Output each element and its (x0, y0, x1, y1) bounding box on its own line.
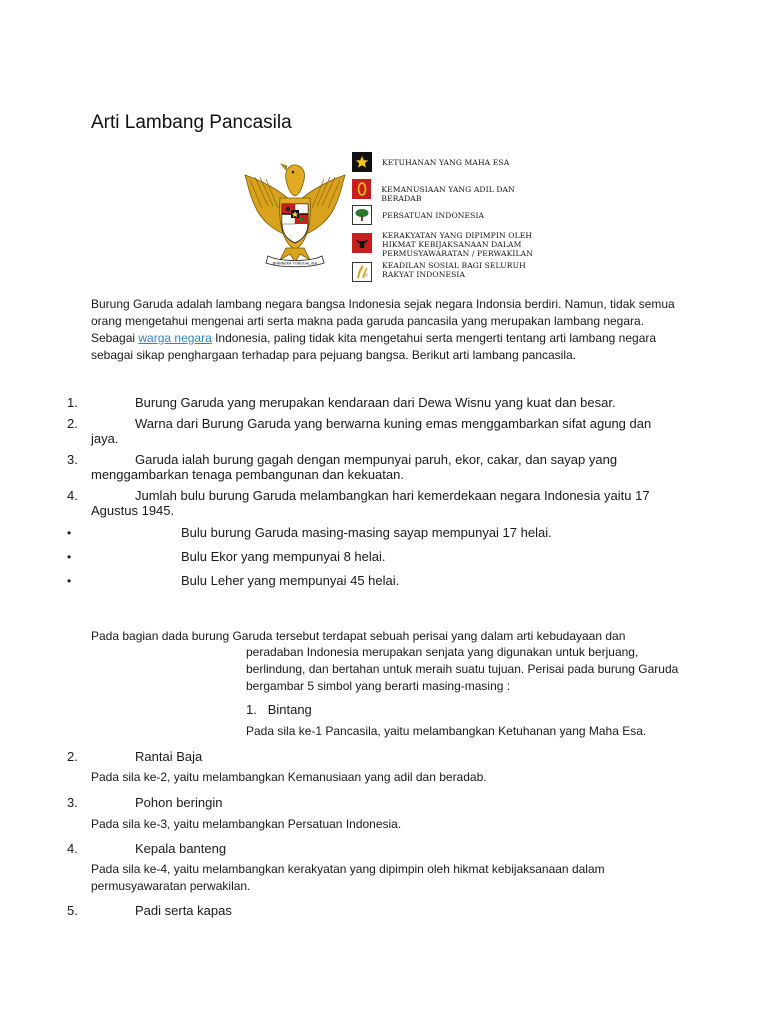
shield-paragraph-line1: Pada bagian dada burung Garuda tersebut terdapat sebuah perisai yang dalam arti kebudayaan dan (91, 629, 626, 643)
bull-head-icon (352, 233, 372, 253)
legend-item-3: PERSATUAN INDONESIA (352, 205, 484, 225)
banyan-tree-icon (352, 205, 372, 225)
list-item: Jumlah bulu burung Garuda melambangkan hari kemerdekaan negara Indonesia yaitu 17 Agustus 1945. (91, 488, 650, 518)
symbol-item-4: Kepala banteng (135, 841, 227, 856)
symbol-desc-2: Pada sila ke-2, yaitu melambangkan Kemanusiaan yang adil dan beradab. (91, 770, 487, 784)
legend-item-4: KERAKYATAN YANG DIPIMPIN OLEH HIKMAT KEBIJAKSANAAN DALAM PERMUSYAWARATAN / PERWAKILAN (352, 231, 533, 258)
rice-cotton-icon (352, 262, 372, 282)
legend-item-2: KEMANUSIAAN YANG ADIL DAN BERADAB (352, 179, 552, 203)
list-item: Bulu Leher yang mempunyai 45 helai. (181, 573, 400, 588)
warga-negara-link[interactable]: warga negara (138, 331, 212, 345)
symbol-item-1: 1. Bintang (246, 702, 312, 717)
intro-paragraph: Burung Garuda adalah lambang negara bangsa Indonesia sejak negara Indonsia berdiri. Namun, tidak semua orang mengetahui mengenai arti serta makna pada garuda pancasila yang merupakan lambang negara. Sebagai warga negara Indonesia, paling tidak kita mengetahui serta mengerti tentang arti lambang negara sebagai sikap penghargaan terhadap para pejuang bangsa. Berikut arti lambang pancasila. (91, 297, 675, 362)
legend-item-1: KETUHANAN YANG MAHA ESA (352, 152, 509, 172)
shield-paragraph-rest: peradaban Indonesia merupakan senjata yang digunakan untuk berjuang, berlindung, dan bertahan untuk meraih suatu tujuan. Perisai pada burung Garuda bergambar 5 simbol yang berarti masing-masing : (246, 645, 679, 693)
list-item: Warna dari Burung Garuda yang berwarna kuning emas menggambarkan sifat agung dan jaya. (91, 416, 652, 446)
symbol-desc-1: Pada sila ke-1 Pancasila, yaitu melambangkan Ketuhanan yang Maha Esa. (246, 724, 647, 738)
list-item: Burung Garuda yang merupakan kendaraan dari Dewa Wisnu yang kuat dan besar. (135, 395, 616, 410)
list-item: Bulu burung Garuda masing-masing sayap mempunyai 17 helai. (181, 525, 552, 540)
symbol-desc-4: Pada sila ke-4, yaitu melambangkan kerakyatan yang dipimpin oleh hikmat kebijaksanaan dalam permusyawaratan perwakilan. (91, 862, 605, 893)
symbol-item-5: Padi serta kapas (135, 903, 232, 918)
list-item: Bulu Ekor yang mempunyai 8 helai. (181, 549, 386, 564)
star-icon (352, 152, 372, 172)
chain-icon (352, 179, 371, 199)
list-item: Garuda ialah burung gagah dengan mempunyai paruh, ekor, cakar, dan sayap yang menggambarkan tenaga pembangunan dan kekuatan. (91, 452, 618, 482)
legend-item-5: KEADILAN SOSIAL BAGI SELURUH RAKYAT INDONESIA (352, 261, 526, 282)
symbol-item-2: Rantai Baja (135, 749, 203, 764)
garuda-pancasila-emblem (240, 150, 350, 272)
symbol-desc-3: Pada sila ke-3, yaitu melambangkan Persatuan Indonesia. (91, 817, 402, 831)
ribbon-motto: BHINNEKA TUNGGAL IKA (272, 261, 318, 266)
page-title: Arti Lambang Pancasila (91, 112, 292, 133)
symbol-item-3: Pohon beringin (135, 795, 223, 810)
